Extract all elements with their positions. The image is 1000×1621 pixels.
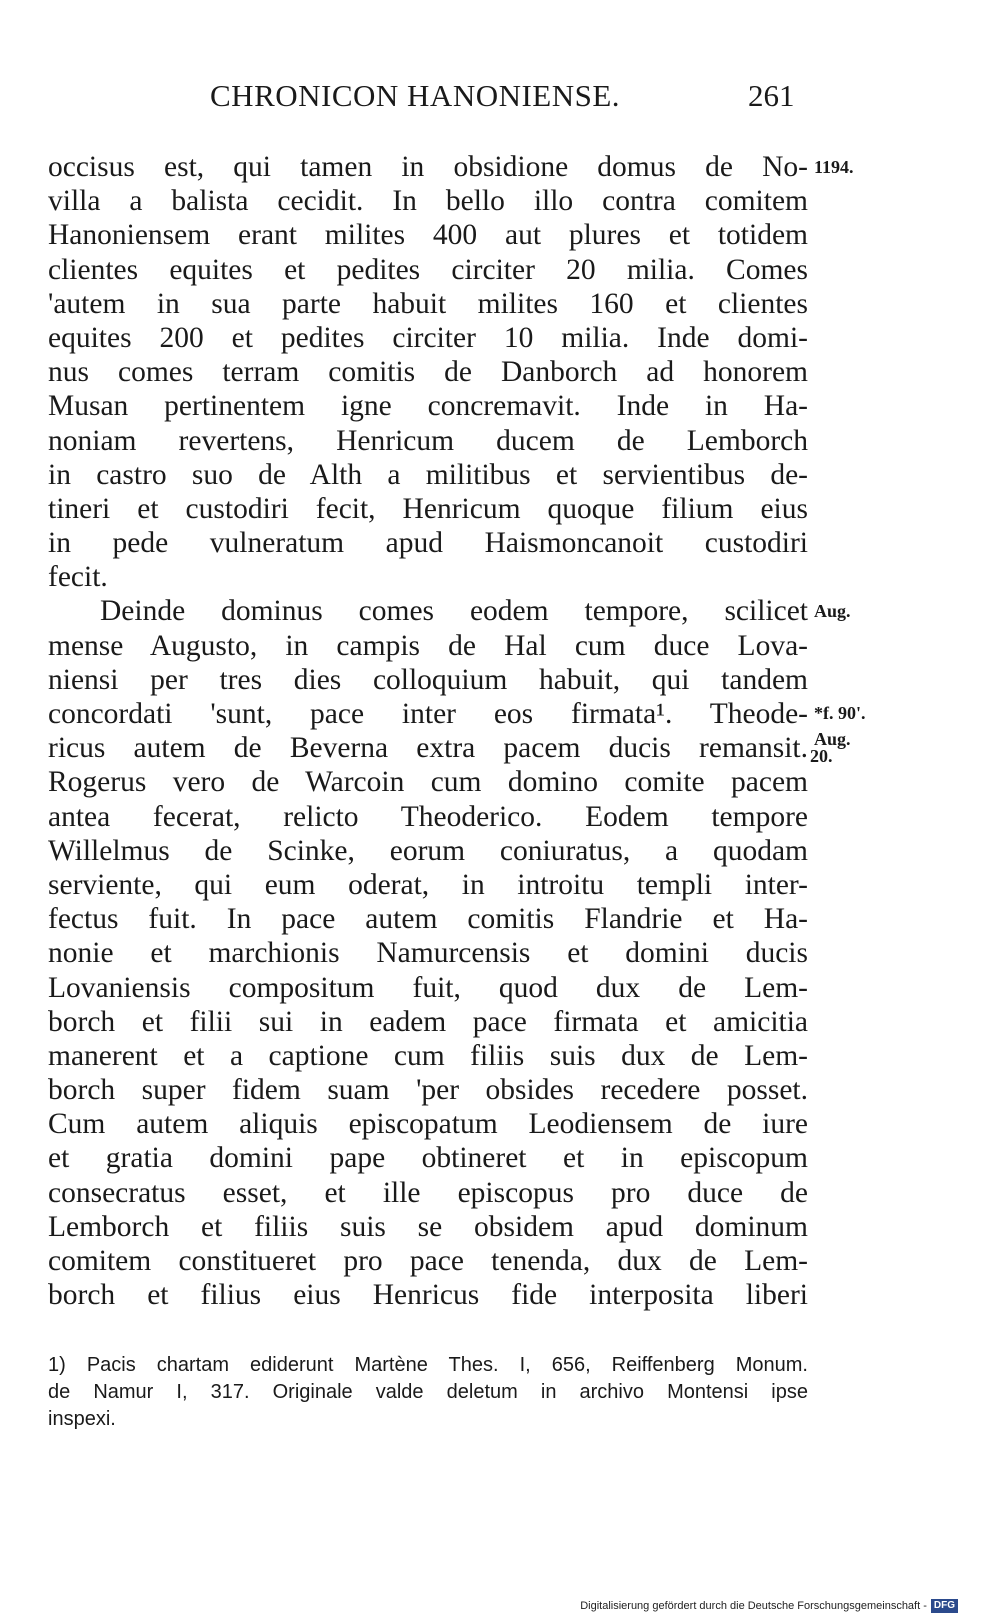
text-line: Musan pertinentem igne concremavit. Inde in Ha- [48, 390, 808, 423]
text-line: Lemborch et filiis suis se obsidem apud dominum [48, 1210, 808, 1243]
text-line: equites 200 et pedites circiter 10 milia. Inde domi- [48, 321, 808, 354]
text-line: Hanoniensem erant milites 400 aut plures et totidem [48, 219, 808, 252]
footnotes [48, 1352, 808, 1433]
text-line: et gratia domini pape obtineret et in episcopum [48, 1142, 808, 1175]
text-line: Rogerus vero de Warcoin cum domino comite pacem [48, 766, 808, 799]
text-line: borch et filius eius Henricus fide interposita liberi [48, 1279, 808, 1312]
text-line: concordati 'sunt, pace inter eos firmata¹. Theode- [48, 698, 808, 730]
text-line: villa a balista cecidit. In bello illo contra comitem [48, 185, 808, 218]
main-text [48, 150, 808, 1312]
text-line: 'autem in sua parte habuit milites 160 et clientes [48, 287, 808, 320]
text-line: comitem constitueret pro pace tenenda, dux de Lem- [48, 1245, 808, 1277]
footnote-line: de Namur I, 317. Originale valde deletum in archivo Montensi ipse [48, 1381, 808, 1403]
digitization-credit [580, 1599, 958, 1613]
margin-note-date-day: 20. [810, 746, 833, 766]
text-line: nonie et marchionis Namurcensis et domini ducis [48, 937, 808, 970]
text-line: tineri et custodiri fecit, Henricum quoque filium eius [48, 492, 808, 525]
text-line: nus comes terram comitis de Danborch ad honorem [48, 356, 808, 389]
margin-note-month: Aug. [814, 601, 851, 621]
text-line: antea fecerat, relicto Theoderico. Eodem tempore [48, 800, 808, 833]
text-line: clientes equites et pedites circiter 20 milia. Comes [48, 253, 808, 286]
text-line: consecratus esset, et ille episcopus pro duce de [48, 1176, 808, 1209]
text-line: manerent et a captione cum filiis suis dux de Lem- [48, 1039, 808, 1072]
text-line: Cum autem aliquis episcopatum Leodiensem de iure [48, 1108, 808, 1141]
footnote-line: inspexi. [48, 1408, 116, 1430]
text-line: serviente, qui eum oderat, in introitu templi inter- [48, 868, 808, 901]
text-line: noniam revertens, Henricum ducem de Lemborch [48, 424, 808, 457]
text-line: mense Augusto, in campis de Hal cum duce Lova- [48, 629, 808, 662]
page-number: 261 [748, 78, 795, 113]
text-line: in castro suo de Alth a militibus et servientibus de- [48, 458, 808, 491]
text-line: occisus est, qui tamen in obsidione domus de No- [48, 151, 808, 183]
margin-note-year: 1194. [814, 157, 854, 177]
text-line: in pede vulneratum apud Haismoncanoit custodiri [48, 527, 808, 560]
footnote-line: 1) Pacis chartam ediderunt Martène Thes. I, 656, Reiffenberg Monum. [48, 1354, 808, 1376]
text-line: fecit. [48, 561, 108, 594]
text-line: niensi per tres dies colloquium habuit, qui tandem [48, 663, 808, 696]
text-line: ricus autem de Beverna extra pacem ducis remansit. [48, 732, 808, 765]
margin-note-folio: *f. 90'. [814, 703, 866, 723]
text-line: Lovaniensis compositum fuit, quod dux de Lem- [48, 971, 808, 1004]
credit-text: Digitalisierung gefördert durch die Deutsche Forschungsgemeinschaft - [580, 1600, 927, 1612]
running-title: CHRONICON HANONIENSE. [210, 78, 621, 113]
text-line: Deinde dominus comes eodem tempore, scilicet [100, 595, 808, 628]
text-line: Willelmus de Scinke, eorum coniuratus, a quodam [48, 834, 808, 867]
margin-note-date-month: Aug. [814, 729, 851, 749]
text-line: borch super fidem suam 'per obsides recedere posset. [48, 1074, 808, 1107]
text-line: fectus fuit. In pace autem comitis Flandrie et Ha- [48, 903, 808, 936]
text-line: borch et filii sui in eadem pace firmata et amicitia [48, 1005, 808, 1038]
dfg-logo: DFG [931, 1599, 958, 1613]
